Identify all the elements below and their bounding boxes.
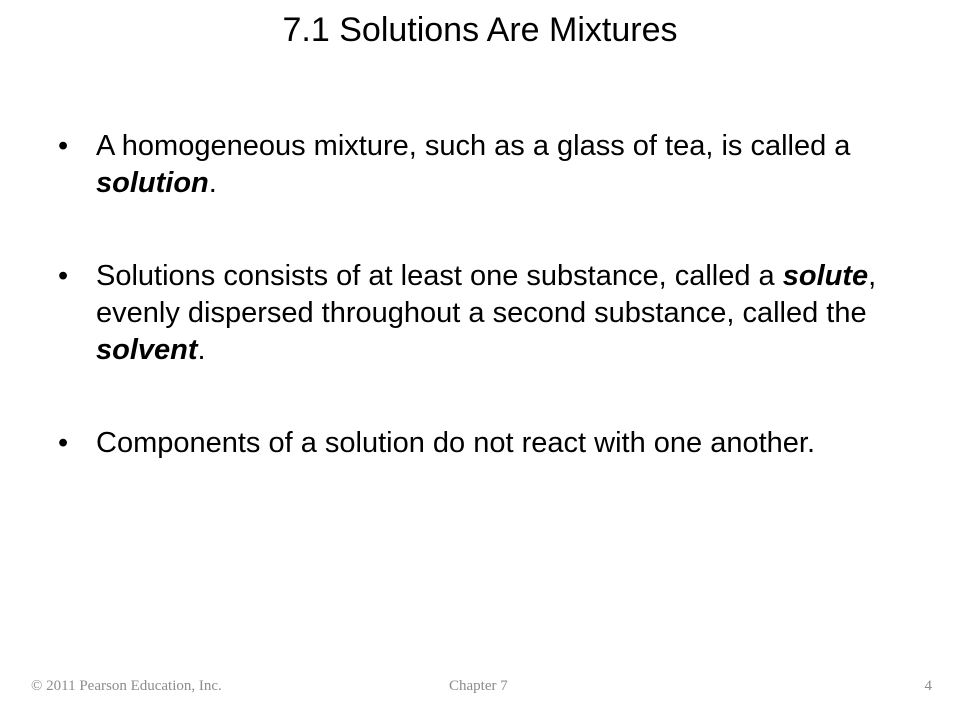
bullet-icon: • [58,260,69,292]
bullet-text: . [197,334,206,366]
bullet-item-solution [58,128,908,202]
bullet-text: , evenly dispersed throughout a second substance, called the [96,260,877,329]
term-solute: solute [782,260,869,292]
bullet-text: . [208,167,217,199]
bullet-item-components [58,425,908,462]
footer-chapter: Chapter 7 [449,678,508,694]
bullet-list [58,128,908,518]
term-solution: solution [96,167,209,199]
footer-copyright: © 2011 Pearson Education, Inc. [31,678,222,694]
slide-title: 7.1 Solutions Are Mixtures [282,11,678,49]
footer-page-number: 4 [924,678,932,694]
bullet-item-solute-solvent [58,258,908,369]
bullet-text: Components of a solution do not react with one another. [96,427,816,459]
bullet-icon: • [58,427,69,459]
bullet-icon: • [58,130,69,162]
term-solvent: solvent [96,334,198,366]
bullet-text: Solutions consists of at least one substance, called a [96,260,783,292]
bullet-text: A homogeneous mixture, such as a glass of tea, is called a [96,130,851,162]
